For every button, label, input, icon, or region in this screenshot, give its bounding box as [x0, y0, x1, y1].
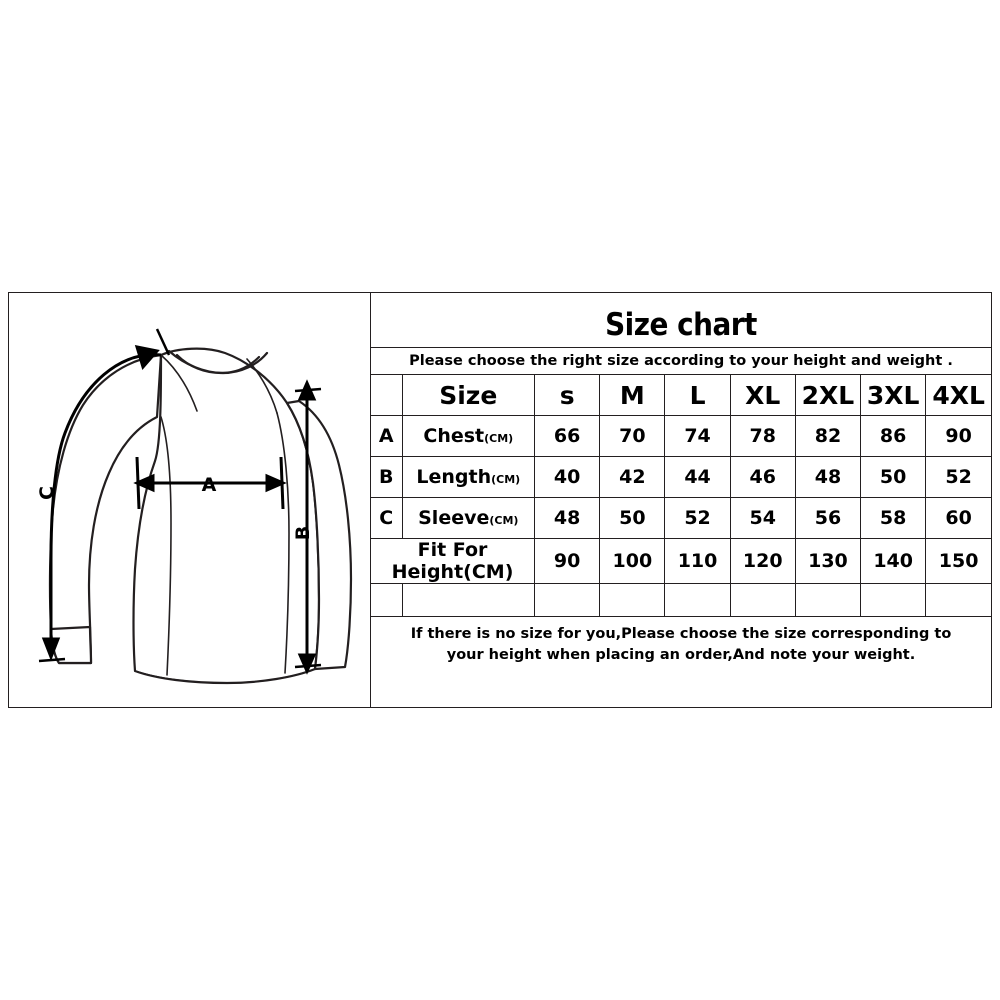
fitheight-3xl: 140 — [861, 539, 926, 584]
row-unit-chest: (CM) — [484, 432, 514, 445]
chest-3xl: 86 — [861, 416, 926, 457]
table-row — [371, 498, 991, 539]
length-l: 44 — [665, 457, 730, 498]
row-label-fit-height — [371, 539, 535, 584]
empty-cell-4xl — [926, 584, 991, 617]
empty-cell-code — [371, 584, 402, 617]
header-code-blank — [371, 375, 402, 416]
chart-note-line2: your height when placing an order,And note your weight. — [446, 647, 916, 663]
header-size-s: s — [535, 375, 600, 416]
length-xl: 46 — [730, 457, 795, 498]
row-unit-fit-height: (CM) — [463, 561, 514, 583]
sleeve-s: 48 — [535, 498, 600, 539]
table-row — [371, 539, 991, 584]
empty-cell-s — [535, 584, 600, 617]
sleeve-xl: 54 — [730, 498, 795, 539]
sleeve-4xl: 60 — [926, 498, 991, 539]
fitheight-4xl: 150 — [926, 539, 991, 584]
header-size-3xl: 3XL — [861, 375, 926, 416]
chest-l: 74 — [665, 416, 730, 457]
header-size-xl: XL — [730, 375, 795, 416]
header-size-2xl: 2XL — [795, 375, 860, 416]
length-2xl: 48 — [795, 457, 860, 498]
empty-cell-label — [402, 584, 534, 617]
sleeve-3xl: 58 — [861, 498, 926, 539]
sleeve-l: 52 — [665, 498, 730, 539]
length-m: 42 — [600, 457, 665, 498]
row-label-length-text: Length — [416, 466, 492, 488]
length-4xl: 52 — [926, 457, 991, 498]
size-table-panel — [371, 293, 991, 707]
rashguard-diagram — [9, 293, 371, 707]
fitheight-s: 90 — [535, 539, 600, 584]
empty-cell-2xl — [795, 584, 860, 617]
size-chart-frame — [8, 292, 992, 708]
page-title: Size chart — [605, 307, 757, 343]
chart-subtitle: Please choose the right size according to your height and weight . — [371, 347, 991, 375]
table-header-row — [371, 375, 991, 416]
row-label-sleeve — [402, 498, 534, 539]
table-empty-row — [371, 584, 991, 617]
chest-s: 66 — [535, 416, 600, 457]
fitheight-xl: 120 — [730, 539, 795, 584]
row-code-a: A — [371, 416, 402, 457]
fitheight-2xl: 130 — [795, 539, 860, 584]
row-unit-length: (CM) — [491, 473, 521, 486]
empty-cell-3xl — [861, 584, 926, 617]
length-s: 40 — [535, 457, 600, 498]
row-unit-sleeve: (CM) — [489, 514, 519, 527]
row-label-chest-text: Chest — [423, 425, 485, 447]
row-label-length — [402, 457, 534, 498]
chart-note — [371, 617, 991, 674]
sleeve-2xl: 56 — [795, 498, 860, 539]
header-size-label: Size — [402, 375, 534, 416]
table-row — [371, 416, 991, 457]
row-label-sleeve-text: Sleeve — [418, 507, 490, 529]
header-size-4xl: 4XL — [926, 375, 991, 416]
header-size-m: M — [600, 375, 665, 416]
row-label-chest — [402, 416, 534, 457]
row-code-c: C — [371, 498, 402, 539]
size-table — [371, 375, 991, 673]
empty-cell-xl — [730, 584, 795, 617]
empty-cell-m — [600, 584, 665, 617]
fitheight-l: 110 — [665, 539, 730, 584]
label-c: C — [36, 486, 58, 500]
sleeve-m: 50 — [600, 498, 665, 539]
header-size-l: L — [665, 375, 730, 416]
chest-m: 70 — [600, 416, 665, 457]
table-note-row — [371, 617, 991, 674]
empty-cell-l — [665, 584, 730, 617]
chest-2xl: 82 — [795, 416, 860, 457]
chest-xl: 78 — [730, 416, 795, 457]
table-row — [371, 457, 991, 498]
label-b: B — [292, 525, 314, 541]
garment-illustration-panel — [9, 293, 371, 707]
row-label-fit-height-text: Fit For Height — [391, 539, 488, 583]
length-3xl: 50 — [861, 457, 926, 498]
chart-note-line1: If there is no size for you,Please choose the size corresponding to — [410, 625, 952, 642]
chest-4xl: 90 — [926, 416, 991, 457]
row-code-b: B — [371, 457, 402, 498]
label-a: A — [201, 474, 217, 496]
fitheight-m: 100 — [600, 539, 665, 584]
